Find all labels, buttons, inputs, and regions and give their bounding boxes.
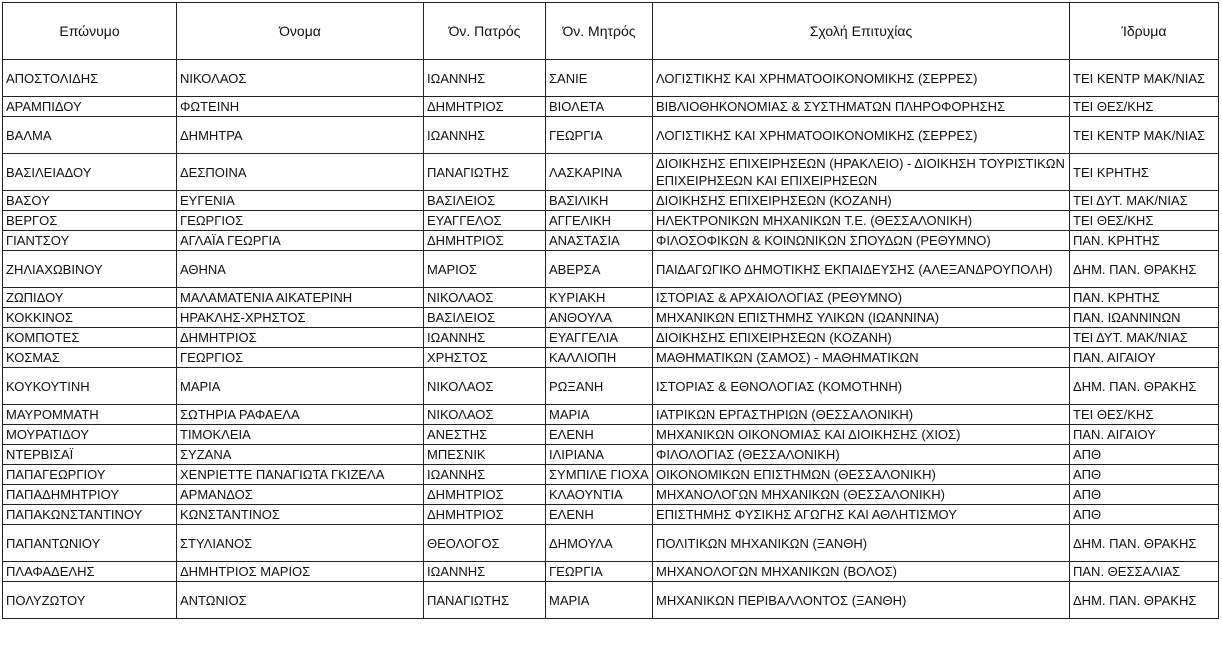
cell-surname: ΠΟΛΥΖΩΤΟΥ — [3, 582, 177, 619]
cell-school: ΜΗΧΑΝΙΚΩΝ ΕΠΙΣΤΗΜΗΣ ΥΛΙΚΩΝ (ΙΩΑΝΝΙΝΑ) — [653, 308, 1070, 328]
cell-mother-name: ΚΑΛΛΙΟΠΗ — [546, 348, 653, 368]
cell-first-name: ΑΓΛΑΪΑ ΓΕΩΡΓΙΑ — [177, 231, 424, 251]
cell-mother-name: ΑΝΑΣΤΑΣΙΑ — [546, 231, 653, 251]
cell-institution: ΔΗΜ. ΠΑΝ. ΘΡΑΚΗΣ — [1070, 525, 1219, 562]
cell-first-name: ΜΑΡΙΑ — [177, 368, 424, 405]
table-row — [3, 465, 1219, 485]
cell-institution: ΠΑΝ. ΑΙΓΑΙΟΥ — [1070, 348, 1219, 368]
cell-institution: ΔΗΜ. ΠΑΝ. ΘΡΑΚΗΣ — [1070, 368, 1219, 405]
cell-surname: ΚΟΚΚΙΝΟΣ — [3, 308, 177, 328]
cell-first-name: ΓΕΩΡΓΙΟΣ — [177, 348, 424, 368]
cell-mother-name: ΕΛΕΝΗ — [546, 505, 653, 525]
cell-surname: ΠΑΠΑΔΗΜΗΤΡΙΟΥ — [3, 485, 177, 505]
cell-surname: ΠΑΠΑΓΕΩΡΓΙΟΥ — [3, 465, 177, 485]
cell-surname: ΑΡΑΜΠΙΔΟΥ — [3, 97, 177, 117]
table-row — [3, 485, 1219, 505]
cell-surname: ΓΙΑΝΤΣΟΥ — [3, 231, 177, 251]
header-surname: Επώνυμο — [3, 3, 177, 60]
cell-mother-name: ΡΩΞΑΝΗ — [546, 368, 653, 405]
cell-school: ΛΟΓΙΣΤΙΚΗΣ ΚΑΙ ΧΡΗΜΑΤΟΟΙΚΟΝΟΜΙΚΗΣ (ΣΕΡΡΕΣ) — [653, 60, 1070, 97]
cell-father-name: ΔΗΜΗΤΡΙΟΣ — [424, 505, 546, 525]
cell-school: ΙΑΤΡΙΚΩΝ ΕΡΓΑΣΤΗΡΙΩΝ (ΘΕΣΣΑΛΟΝΙΚΗ) — [653, 405, 1070, 425]
cell-institution: ΠΑΝ. ΘΕΣΣΑΛΙΑΣ — [1070, 562, 1219, 582]
cell-father-name: ΕΥΑΓΓΕΛΟΣ — [424, 211, 546, 231]
cell-school: ΔΙΟΙΚΗΣΗΣ ΕΠΙΧΕΙΡΗΣΕΩΝ (ΗΡΑΚΛΕΙΟ) - ΔΙΟΙΚΗΣΗ ΤΟΥΡΙΣΤΙΚΩΝ ΕΠΙΧΕΙΡΗΣΕΩΝ ΚΑΙ ΕΠΙΧΕΙΡΗΣΕΩΝ — [653, 154, 1070, 191]
cell-first-name: ΣΥΖΑΝΑ — [177, 445, 424, 465]
cell-father-name: ΠΑΝΑΓΙΩΤΗΣ — [424, 154, 546, 191]
cell-mother-name: ΓΕΩΡΓΙΑ — [546, 117, 653, 154]
cell-surname: ΠΑΠΑΝΤΩΝΙΟΥ — [3, 525, 177, 562]
cell-mother-name: ΣΑΝΙΕ — [546, 60, 653, 97]
table-row — [3, 562, 1219, 582]
table-row — [3, 348, 1219, 368]
table-row — [3, 308, 1219, 328]
cell-mother-name: ΔΗΜΟΥΛΑ — [546, 525, 653, 562]
cell-surname: ΜΑΥΡΟΜΜΑΤΗ — [3, 405, 177, 425]
cell-school: ΒΙΒΛΙΟΘΗΚΟΝΟΜΙΑΣ & ΣΥΣΤΗΜΑΤΩΝ ΠΛΗΡΟΦΟΡΗΣΗΣ — [653, 97, 1070, 117]
cell-school: ΔΙΟΙΚΗΣΗΣ ΕΠΙΧΕΙΡΗΣΕΩΝ (ΚΟΖΑΝΗ) — [653, 328, 1070, 348]
cell-mother-name: ΜΑΡΙΑ — [546, 582, 653, 619]
table-row — [3, 445, 1219, 465]
cell-mother-name: ΑΝΘΟΥΛΑ — [546, 308, 653, 328]
table-row — [3, 251, 1219, 288]
header-first-name: Όνομα — [177, 3, 424, 60]
cell-first-name: ΔΕΣΠΟΙΝΑ — [177, 154, 424, 191]
cell-institution: ΤΕΙ ΘΕΣ/ΚΗΣ — [1070, 97, 1219, 117]
cell-school: ΜΗΧΑΝΟΛΟΓΩΝ ΜΗΧΑΝΙΚΩΝ (ΒΟΛΟΣ) — [653, 562, 1070, 582]
cell-institution: ΑΠΘ — [1070, 465, 1219, 485]
cell-institution: ΠΑΝ. ΑΙΓΑΙΟΥ — [1070, 425, 1219, 445]
cell-surname: ΝΤΕΡΒΙΣΑΪ — [3, 445, 177, 465]
header-mother-name: Όν. Μητρός — [546, 3, 653, 60]
table-row — [3, 505, 1219, 525]
table-row — [3, 368, 1219, 405]
cell-surname: ΠΛΑΦΑΔΕΛΗΣ — [3, 562, 177, 582]
cell-mother-name: ΓΕΩΡΓΙΑ — [546, 562, 653, 582]
header-row — [3, 3, 1219, 60]
cell-surname: ΚΟΣΜΑΣ — [3, 348, 177, 368]
cell-mother-name: ΜΑΡΙΑ — [546, 405, 653, 425]
cell-institution: ΠΑΝ. ΙΩΑΝΝΙΝΩΝ — [1070, 308, 1219, 328]
cell-first-name: ΧΕΝΡΙΕΤΤΕ ΠΑΝΑΓΙΩΤΑ ΓΚΙΖΕΛΑ — [177, 465, 424, 485]
cell-first-name: ΔΗΜΗΤΡΙΟΣ — [177, 328, 424, 348]
cell-first-name: ΦΩΤΕΙΝΗ — [177, 97, 424, 117]
cell-father-name: ΙΩΑΝΝΗΣ — [424, 465, 546, 485]
cell-institution: ΤΕΙ ΚΕΝΤΡ ΜΑΚ/ΝΙΑΣ — [1070, 60, 1219, 97]
cell-surname: ΖΗΛΙΑΧΩΒΙΝΟΥ — [3, 251, 177, 288]
cell-school: ΙΣΤΟΡΙΑΣ & ΑΡΧΑΙΟΛΟΓΙΑΣ (ΡΕΘΥΜΝΟ) — [653, 288, 1070, 308]
cell-first-name: ΣΩΤΗΡΙΑ ΡΑΦΑΕΛΑ — [177, 405, 424, 425]
header-institution: Ίδρυμα — [1070, 3, 1219, 60]
header-father-name: Όν. Πατρός — [424, 3, 546, 60]
table-row — [3, 288, 1219, 308]
cell-first-name: ΑΡΜΑΝΔΟΣ — [177, 485, 424, 505]
table-row — [3, 97, 1219, 117]
cell-father-name: ΝΙΚΟΛΑΟΣ — [424, 368, 546, 405]
table-row — [3, 117, 1219, 154]
cell-institution: ΔΗΜ. ΠΑΝ. ΘΡΑΚΗΣ — [1070, 251, 1219, 288]
table-row — [3, 211, 1219, 231]
cell-surname: ΒΕΡΓΟΣ — [3, 211, 177, 231]
cell-father-name: ΙΩΑΝΝΗΣ — [424, 562, 546, 582]
cell-first-name: ΝΙΚΟΛΑΟΣ — [177, 60, 424, 97]
cell-institution: ΠΑΝ. ΚΡΗΤΗΣ — [1070, 231, 1219, 251]
cell-surname: ΖΩΠΙΔΟΥ — [3, 288, 177, 308]
cell-surname: ΒΑΣΟΥ — [3, 191, 177, 211]
results-table — [2, 2, 1219, 619]
cell-mother-name: ΣΥΜΠΙΛΕ ΓΙΟΧΑ — [546, 465, 653, 485]
cell-institution: ΤΕΙ ΘΕΣ/ΚΗΣ — [1070, 211, 1219, 231]
cell-first-name: ΔΗΜΗΤΡΑ — [177, 117, 424, 154]
cell-school: ΜΑΘΗΜΑΤΙΚΩΝ (ΣΑΜΟΣ) - ΜΑΘΗΜΑΤΙΚΩΝ — [653, 348, 1070, 368]
cell-father-name: ΒΑΣΙΛΕΙΟΣ — [424, 308, 546, 328]
cell-mother-name: ΙΛΙΡΙΑΝΑ — [546, 445, 653, 465]
table-row — [3, 525, 1219, 562]
cell-father-name: ΧΡΗΣΤΟΣ — [424, 348, 546, 368]
cell-mother-name: ΚΥΡΙΑΚΗ — [546, 288, 653, 308]
table-row — [3, 231, 1219, 251]
cell-father-name: ΝΙΚΟΛΑΟΣ — [424, 288, 546, 308]
cell-father-name: ΠΑΝΑΓΙΩΤΗΣ — [424, 582, 546, 619]
cell-mother-name: ΕΥΑΓΓΕΛΙΑ — [546, 328, 653, 348]
cell-father-name: ΙΩΑΝΝΗΣ — [424, 117, 546, 154]
cell-first-name: ΑΝΤΩΝΙΟΣ — [177, 582, 424, 619]
cell-father-name: ΔΗΜΗΤΡΙΟΣ — [424, 97, 546, 117]
table-row — [3, 60, 1219, 97]
cell-father-name: ΔΗΜΗΤΡΙΟΣ — [424, 231, 546, 251]
cell-institution: ΤΕΙ ΚΕΝΤΡ ΜΑΚ/ΝΙΑΣ — [1070, 117, 1219, 154]
cell-school: ΕΠΙΣΤΗΜΗΣ ΦΥΣΙΚΗΣ ΑΓΩΓΗΣ ΚΑΙ ΑΘΛΗΤΙΣΜΟΥ — [653, 505, 1070, 525]
cell-father-name: ΘΕΟΛΟΓΟΣ — [424, 525, 546, 562]
cell-institution: ΑΠΘ — [1070, 505, 1219, 525]
cell-school: ΛΟΓΙΣΤΙΚΗΣ ΚΑΙ ΧΡΗΜΑΤΟΟΙΚΟΝΟΜΙΚΗΣ (ΣΕΡΡΕΣ) — [653, 117, 1070, 154]
cell-first-name: ΜΑΛΑΜΑΤΕΝΙΑ ΑΙΚΑΤΕΡΙΝΗ — [177, 288, 424, 308]
cell-first-name: ΗΡΑΚΛΗΣ-ΧΡΗΣΤΟΣ — [177, 308, 424, 328]
table-row — [3, 191, 1219, 211]
cell-mother-name: ΑΒΕΡΣΑ — [546, 251, 653, 288]
cell-institution: ΤΕΙ ΚΡΗΤΗΣ — [1070, 154, 1219, 191]
table-row — [3, 405, 1219, 425]
cell-mother-name: ΕΛΕΝΗ — [546, 425, 653, 445]
cell-institution: ΑΠΘ — [1070, 485, 1219, 505]
table-row — [3, 425, 1219, 445]
cell-school: ΦΙΛΟΛΟΓΙΑΣ (ΘΕΣΣΑΛΟΝΙΚΗ) — [653, 445, 1070, 465]
cell-first-name: ΔΗΜΗΤΡΙΟΣ ΜΑΡΙΟΣ — [177, 562, 424, 582]
cell-first-name: ΤΙΜΟΚΛΕΙΑ — [177, 425, 424, 445]
table-row — [3, 154, 1219, 191]
cell-father-name: ΙΩΑΝΝΗΣ — [424, 328, 546, 348]
cell-father-name: ΜΑΡΙΟΣ — [424, 251, 546, 288]
cell-institution: ΔΗΜ. ΠΑΝ. ΘΡΑΚΗΣ — [1070, 582, 1219, 619]
cell-institution: ΤΕΙ ΘΕΣ/ΚΗΣ — [1070, 405, 1219, 425]
cell-father-name: ΝΙΚΟΛΑΟΣ — [424, 405, 546, 425]
cell-mother-name: ΒΑΣΙΛΙΚΗ — [546, 191, 653, 211]
cell-father-name: ΜΠΕΣΝΙΚ — [424, 445, 546, 465]
cell-father-name: ΙΩΑΝΝΗΣ — [424, 60, 546, 97]
cell-school: ΜΗΧΑΝΙΚΩΝ ΠΕΡΙΒΑΛΛΟΝΤΟΣ (ΞΑΝΘΗ) — [653, 582, 1070, 619]
cell-school: ΠΑΙΔΑΓΩΓΙΚΟ ΔΗΜΟΤΙΚΗΣ ΕΚΠΑΙΔΕΥΣΗΣ (ΑΛΕΞΑΝΔΡΟΥΠΟΛΗ) — [653, 251, 1070, 288]
cell-first-name: ΕΥΓΕΝΙΑ — [177, 191, 424, 211]
cell-father-name: ΔΗΜΗΤΡΙΟΣ — [424, 485, 546, 505]
cell-surname: ΚΟΜΠΟΤΕΣ — [3, 328, 177, 348]
cell-school: ΜΗΧΑΝΟΛΟΓΩΝ ΜΗΧΑΝΙΚΩΝ (ΘΕΣΣΑΛΟΝΙΚΗ) — [653, 485, 1070, 505]
cell-mother-name: ΑΓΓΕΛΙΚΗ — [546, 211, 653, 231]
cell-surname: ΒΑΛΜΑ — [3, 117, 177, 154]
cell-surname: ΑΠΟΣΤΟΛΙΔΗΣ — [3, 60, 177, 97]
table-row — [3, 328, 1219, 348]
header-school: Σχολή Επιτυχίας — [653, 3, 1070, 60]
cell-mother-name: ΒΙΟΛΕΤΑ — [546, 97, 653, 117]
cell-surname: ΜΟΥΡΑΤΙΔΟΥ — [3, 425, 177, 445]
cell-first-name: ΚΩΝΣΤΑΝΤΙΝΟΣ — [177, 505, 424, 525]
cell-surname: ΒΑΣΙΛΕΙΑΔΟΥ — [3, 154, 177, 191]
cell-father-name: ΒΑΣΙΛΕΙΟΣ — [424, 191, 546, 211]
cell-first-name: ΓΕΩΡΓΙΟΣ — [177, 211, 424, 231]
cell-school: ΗΛΕΚΤΡΟΝΙΚΩΝ ΜΗΧΑΝΙΚΩΝ Τ.Ε. (ΘΕΣΣΑΛΟΝΙΚΗ) — [653, 211, 1070, 231]
cell-institution: ΠΑΝ. ΚΡΗΤΗΣ — [1070, 288, 1219, 308]
cell-institution: ΤΕΙ ΔΥΤ. ΜΑΚ/ΝΙΑΣ — [1070, 328, 1219, 348]
cell-school: ΟΙΚΟΝΟΜΙΚΩΝ ΕΠΙΣΤΗΜΩΝ (ΘΕΣΣΑΛΟΝΙΚΗ) — [653, 465, 1070, 485]
cell-first-name: ΣΤΥΛΙΑΝΟΣ — [177, 525, 424, 562]
cell-school: ΙΣΤΟΡΙΑΣ & ΕΘΝΟΛΟΓΙΑΣ (ΚΟΜΟΤΗΝΗ) — [653, 368, 1070, 405]
cell-mother-name: ΚΛΑΟΥΝΤΙΑ — [546, 485, 653, 505]
cell-surname: ΚΟΥΚΟΥΤΙΝΗ — [3, 368, 177, 405]
table-row — [3, 582, 1219, 619]
cell-father-name: ΑΝΕΣΤΗΣ — [424, 425, 546, 445]
cell-surname: ΠΑΠΑΚΩΝΣΤΑΝΤΙΝΟΥ — [3, 505, 177, 525]
cell-school: ΠΟΛΙΤΙΚΩΝ ΜΗΧΑΝΙΚΩΝ (ΞΑΝΘΗ) — [653, 525, 1070, 562]
cell-first-name: ΑΘΗΝΑ — [177, 251, 424, 288]
cell-school: ΔΙΟΙΚΗΣΗΣ ΕΠΙΧΕΙΡΗΣΕΩΝ (ΚΟΖΑΝΗ) — [653, 191, 1070, 211]
cell-school: ΜΗΧΑΝΙΚΩΝ ΟΙΚΟΝΟΜΙΑΣ ΚΑΙ ΔΙΟΙΚΗΣΗΣ (ΧΙΟΣ) — [653, 425, 1070, 445]
cell-institution: ΤΕΙ ΔΥΤ. ΜΑΚ/ΝΙΑΣ — [1070, 191, 1219, 211]
cell-mother-name: ΛΑΣΚΑΡΙΝΑ — [546, 154, 653, 191]
cell-school: ΦΙΛΟΣΟΦΙΚΩΝ & ΚΟΙΝΩΝΙΚΩΝ ΣΠΟΥΔΩΝ (ΡΕΘΥΜΝΟ) — [653, 231, 1070, 251]
cell-institution: ΑΠΘ — [1070, 445, 1219, 465]
